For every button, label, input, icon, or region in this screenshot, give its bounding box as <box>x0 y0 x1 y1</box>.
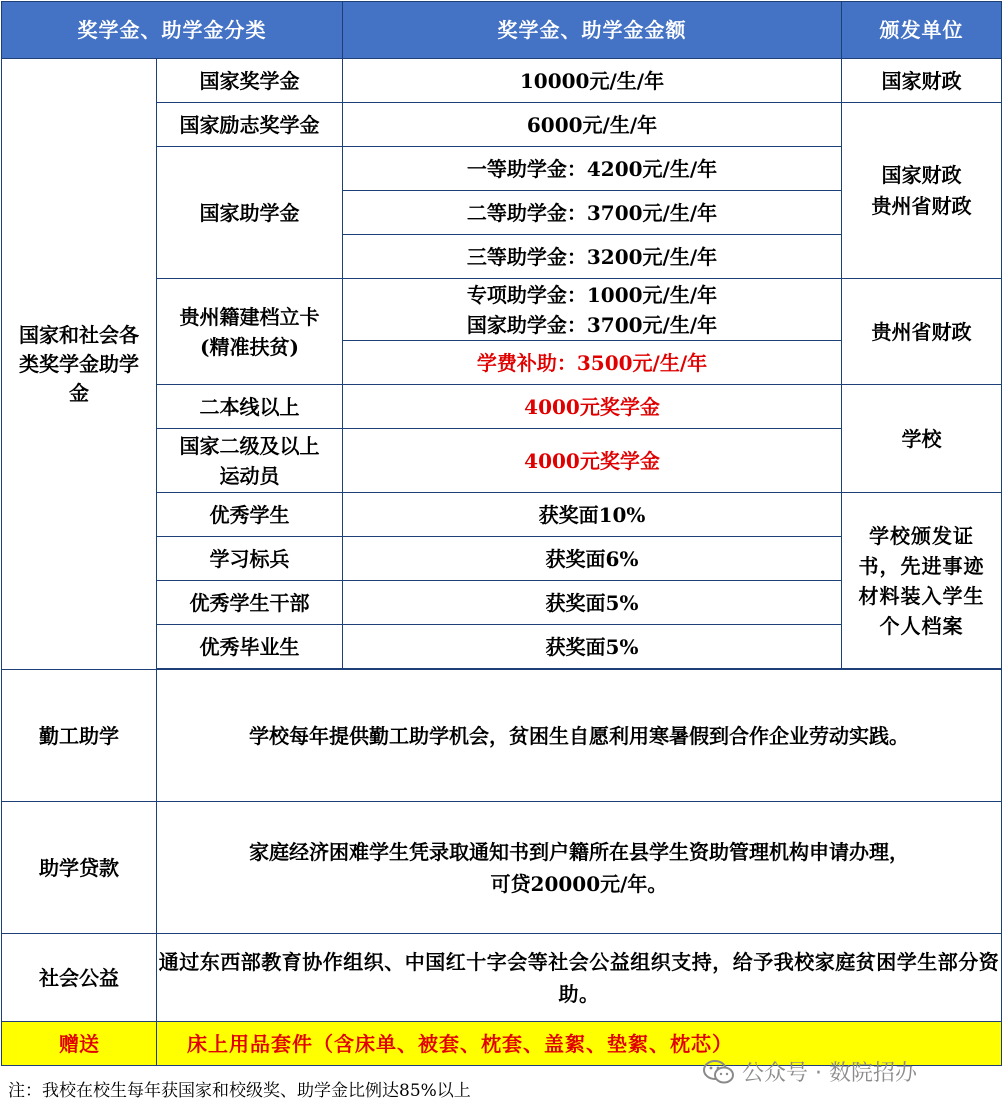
school-certificate-issuer-label: 学校颁发证书，先进事迹材料装入学生个人档案 <box>858 523 985 638</box>
scholarship-table <box>1 1 1002 1066</box>
national-grant-tier2: 二等助学金：3700元/生/年 <box>343 191 842 235</box>
table-row <box>2 802 1002 934</box>
table-row <box>2 670 1002 802</box>
above-line-name: 二本线以上 <box>157 385 343 429</box>
excellent-graduate-amount: 获奖面5% <box>343 625 842 669</box>
watermark <box>702 1056 917 1087</box>
guizhou-amount-a: 专项助学金：1000元/生/年 国家助学金：3700元/生/年 <box>343 279 842 341</box>
athlete-amount: 4000元奖学金 <box>343 429 842 493</box>
national-encouragement-name: 国家励志奖学金 <box>157 103 343 147</box>
model-student-amount: 获奖面6% <box>343 537 842 581</box>
loan-text: 家庭经济困难学生凭录取通知书到户籍所在县学生资助管理机构申请办理， 可贷20000元/年。 <box>157 802 1002 934</box>
header-amount: 奖学金、助学金金额 <box>343 2 842 59</box>
national-scholarship-amount: 10000元/生/年 <box>343 59 842 103</box>
athlete-name: 国家二级及以上 运动员 <box>157 429 343 493</box>
header-category: 奖学金、助学金分类 <box>2 2 343 59</box>
public-welfare-text <box>157 934 1002 1022</box>
school-certificate-issuer <box>842 493 1002 669</box>
excellent-graduate-name: 优秀毕业生 <box>157 625 343 669</box>
header-issuer: 颁发单位 <box>842 2 1002 59</box>
category-main-label: 国家和社会各类奖学金助学金 <box>19 322 139 405</box>
guizhou-issuer: 贵州省财政 <box>842 279 1002 385</box>
school-issuer: 学校 <box>842 385 1002 493</box>
public-welfare-label: 社会公益 <box>2 934 157 1022</box>
national-scholarship-issuer: 国家财政 <box>842 59 1002 103</box>
national-grant-tier3: 三等助学金：3200元/生/年 <box>343 235 842 279</box>
gift-text: 床上用品套件（含床单、被套、枕套、盖絮、垫絮、枕芯） <box>157 1022 1002 1066</box>
category-main <box>2 59 157 670</box>
excellent-student-name: 优秀学生 <box>157 493 343 537</box>
excellent-cadre-name: 优秀学生干部 <box>157 581 343 625</box>
national-scholarship-name: 国家奖学金 <box>157 59 343 103</box>
excellent-student-amount: 获奖面10% <box>343 493 842 537</box>
excellent-cadre-amount: 获奖面5% <box>343 581 842 625</box>
work-study-text: 学校每年提供勤工助学机会，贫困生自愿利用寒暑假到合作企业劳动实践。 <box>157 670 1002 802</box>
table-row <box>2 59 1002 103</box>
national-encouragement-amount: 6000元/生/年 <box>343 103 842 147</box>
national-grant-name: 国家助学金 <box>157 147 343 279</box>
public-welfare-text-span: 通过东西部教育协作组织、中国红十字会等社会公益组织支持，给予我校家庭贫困学生部分资助。 <box>158 949 1000 1006</box>
footnote: 注：我校在校生每年获国家和校级奖、助学金比例达85%以上 <box>8 1081 471 1101</box>
watermark-text: 公众号 · 数院招办 <box>742 1061 917 1086</box>
work-study-label: 勤工助学 <box>2 670 157 802</box>
header-row <box>2 2 1002 59</box>
guizhou-amount-b: 学费补助：3500元/生/年 <box>343 341 842 385</box>
guizhou-name: 贵州籍建档立卡 (精准扶贫) <box>157 279 343 385</box>
table-row <box>2 934 1002 1022</box>
issuer-national-provincial: 国家财政 贵州省财政 <box>842 103 1002 279</box>
national-grant-tier1: 一等助学金：4200元/生/年 <box>343 147 842 191</box>
loan-label: 助学贷款 <box>2 802 157 934</box>
model-student-name: 学习标兵 <box>157 537 343 581</box>
wechat-icon <box>702 1059 736 1085</box>
above-line-amount: 4000元奖学金 <box>343 385 842 429</box>
gift-label: 赠送 <box>2 1022 157 1066</box>
